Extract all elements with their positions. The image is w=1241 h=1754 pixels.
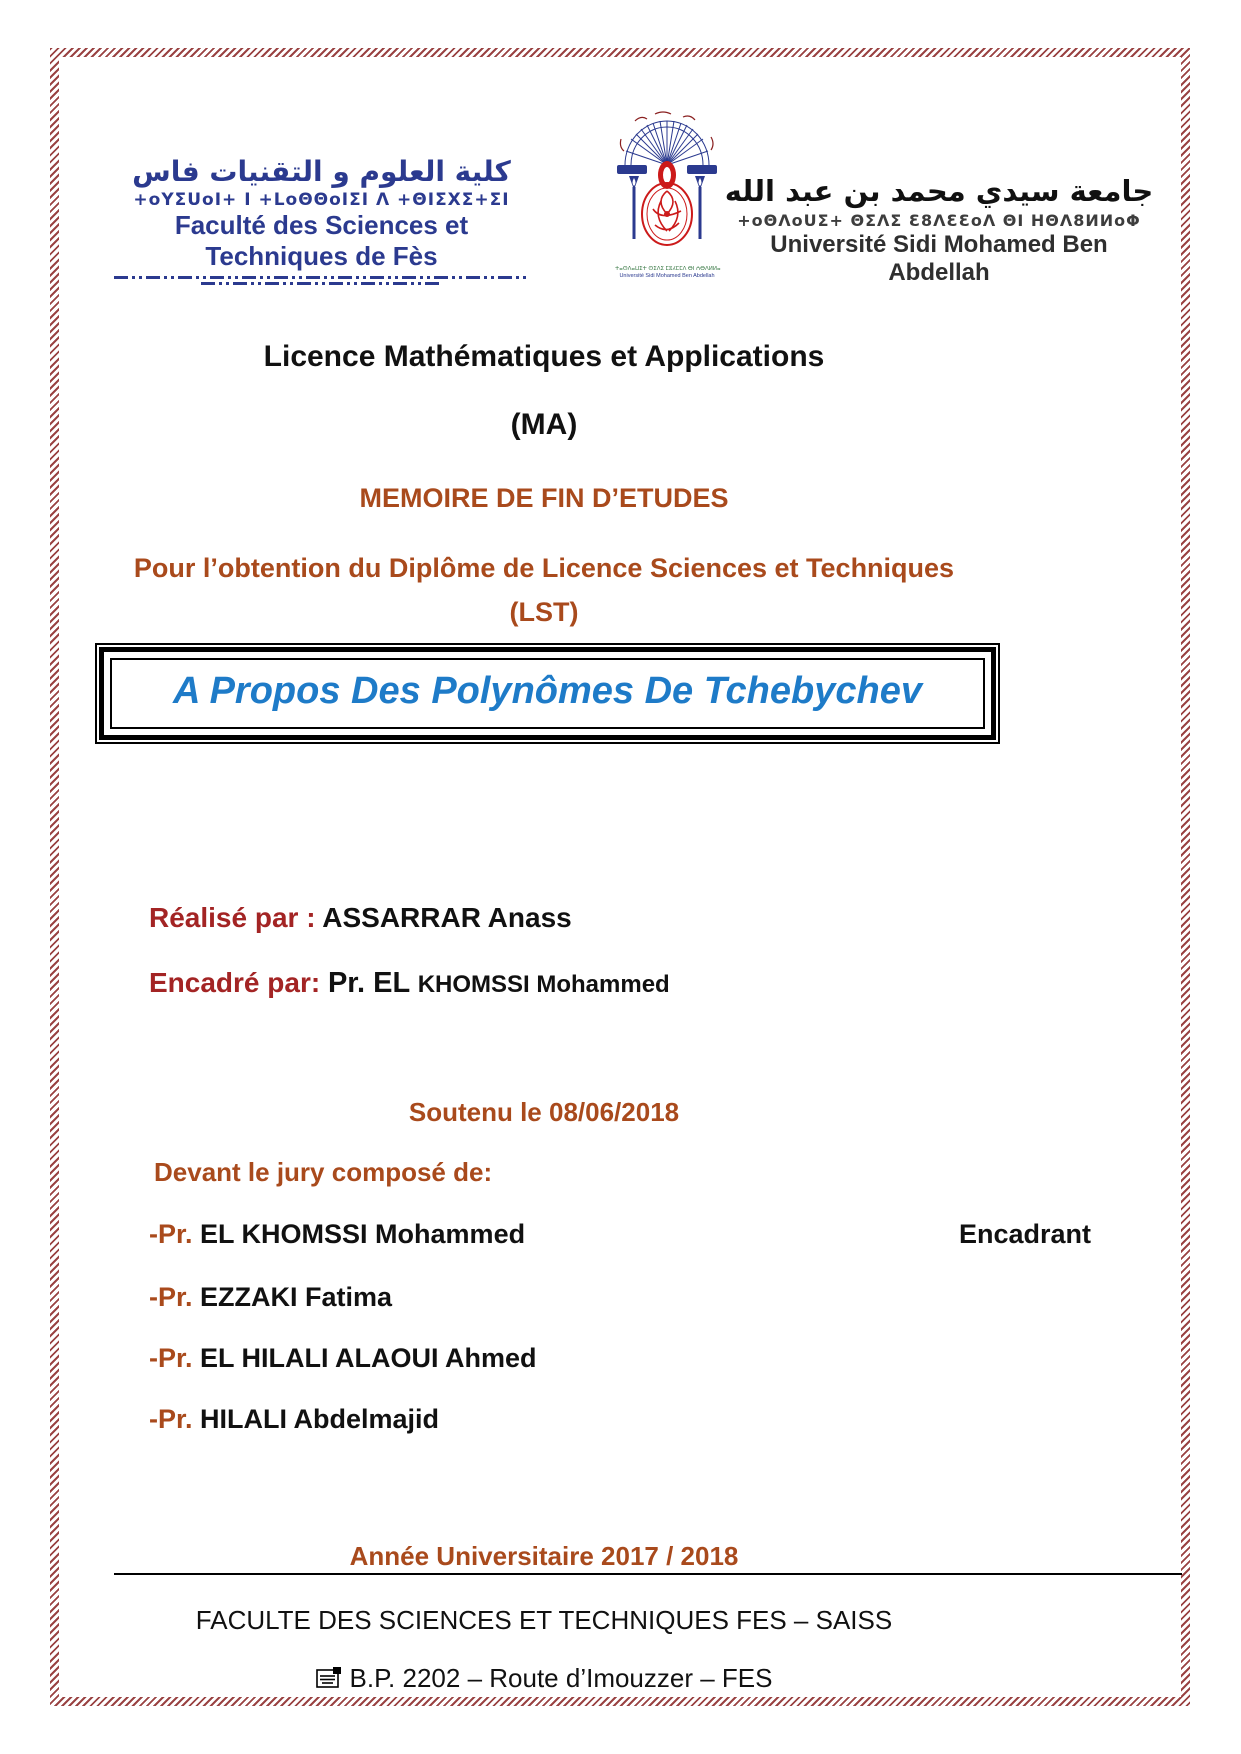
- fst-tifinagh-title: +oYΣUoI+ I +LoΘΘoIΣI Λ +ΘIΣXΣ+ΣI: [133, 189, 510, 210]
- thesis-title: A Propos Des Polynômes De Tchebychev: [173, 670, 922, 712]
- realise-name: ASSARRAR Anass: [322, 902, 572, 933]
- fst-logo-block: [114, 157, 529, 285]
- university-emblem: [615, 109, 719, 279]
- usmba-arabic-title: جامعة سيدي محمد بن عبد الله: [724, 174, 1154, 208]
- envelope-icon: [316, 1666, 342, 1690]
- jury-member-prefix: -Pr.: [149, 1343, 201, 1373]
- footer-divider: [114, 1573, 1182, 1575]
- purpose-abbr: (LST): [509, 597, 579, 627]
- jury-member: [149, 1343, 537, 1374]
- fst-arabic-title: كلية العلوم و التقنيات فاس: [132, 155, 511, 188]
- academic-year-line: Année Universitaire 2017 / 2018: [349, 1541, 739, 1571]
- jury-row: [149, 1282, 1091, 1313]
- page-art-border: [50, 48, 1190, 1706]
- jury-member-prefix: -Pr.: [149, 1282, 201, 1312]
- emblem-caption-tifinagh: ⵜⴰⵙⴷⴰⵡⵉⵜ ⵙⵉⴷⵉ ⵎⵓⵃⵎⵎⴷ ⴱⵏ ⵄⴱⴷⵍⵍⴰ: [615, 266, 721, 272]
- emblem-caption: [615, 266, 719, 279]
- purpose-line: Pour l’obtention du Diplôme de Licence Sciences et Techniques: [133, 553, 955, 583]
- jury-row: [149, 1219, 1091, 1250]
- degree-line: Licence Mathématiques et Applications: [263, 340, 825, 373]
- emblem-caption-french: Université Sidi Mohamed Ben Abdellah: [619, 272, 715, 279]
- jury-row: [149, 1343, 1091, 1374]
- encadre-prefix: Pr. EL: [327, 967, 418, 999]
- jury-member: [149, 1404, 439, 1435]
- page-content-area: [59, 57, 1181, 1697]
- encadre-label: Encadré par:: [149, 967, 328, 998]
- realise-label: Réalisé par :: [149, 902, 323, 933]
- thesis-title-box-inner: [110, 658, 985, 729]
- address-footer-line: [59, 1663, 1029, 1694]
- defense-date-line: Soutenu le 08/06/2018: [408, 1097, 680, 1127]
- usmba-logo-block: [719, 175, 1159, 287]
- jury-row: [149, 1404, 1091, 1435]
- usmba-tifinagh-title: +oΘΛoUΣ+ ΘΣΛΣ Ɛ8ΛƐƐoΛ ΘI ΗΘΛ8ИИoΦ: [737, 211, 1141, 231]
- address-text: B.P. 2202 – Route d’Imouzzer – FES: [349, 1663, 773, 1693]
- jury-heading: Devant le jury composé de:: [154, 1157, 493, 1187]
- fst-dash-divider-short: [201, 282, 442, 285]
- encadre-line: [149, 967, 1149, 1000]
- thesis-title-box-mid: [99, 647, 996, 740]
- thesis-title-box: [95, 643, 1000, 744]
- fst-french-title: Faculté des Sciences et Techniques de Fès: [174, 209, 469, 271]
- realise-line: [149, 902, 1149, 934]
- fst-dash-divider: [114, 276, 529, 279]
- jury-member-role: Encadrant: [958, 1219, 1091, 1249]
- jury-member-name: HILALI Abdelmajid: [200, 1404, 440, 1434]
- university-emblem-icon: [615, 109, 719, 261]
- jury-member-prefix: -Pr.: [149, 1219, 201, 1249]
- memoir-line: MEMOIRE DE FIN D’ETUDES: [359, 483, 729, 513]
- jury-member-name: EL KHOMSSI Mohammed: [200, 1219, 526, 1249]
- jury-member: [149, 1282, 392, 1313]
- encadre-name: KHOMSSI Mohammed: [417, 971, 670, 998]
- faculty-footer-line: FACULTE DES SCIENCES ET TECHNIQUES FES – SAISS: [195, 1605, 893, 1635]
- degree-abbr: (MA): [510, 408, 578, 441]
- jury-member: [149, 1219, 525, 1250]
- usmba-french-title: Université Sidi Mohamed Ben Abdellah: [770, 231, 1108, 287]
- jury-member-name: EZZAKI Fatima: [200, 1282, 393, 1312]
- jury-member-prefix: -Pr.: [149, 1404, 201, 1434]
- jury-member-name: EL HILALI ALAOUI Ahmed: [200, 1343, 537, 1373]
